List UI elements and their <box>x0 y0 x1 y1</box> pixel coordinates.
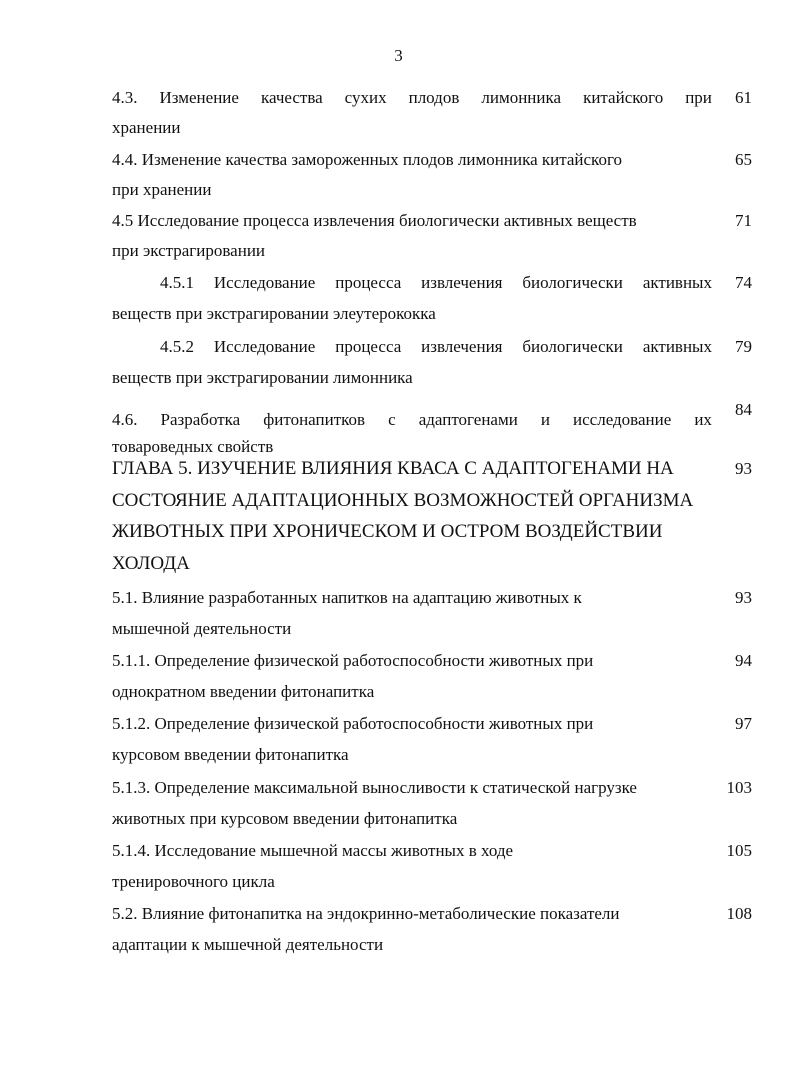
toc-entry-title-line: курсовом введении фитонапитка <box>112 745 349 764</box>
toc-entry-title-line: товароведных свойств <box>112 437 274 456</box>
toc-entry-title-line: тренировочного цикла <box>112 872 275 891</box>
toc-entry-page: 79 <box>735 337 752 356</box>
toc-entry-title-line: 5.2. Влияние фитонапитка на эндокринно-метаболические показатели <box>112 904 620 923</box>
toc-entry-title-line: ХОЛОДА <box>112 553 190 574</box>
toc-entry-page: 71 <box>735 211 752 230</box>
toc-entry-page: 103 <box>726 778 752 797</box>
toc-entry-page: 97 <box>735 714 752 733</box>
toc-entry-title-line: животных при курсовом введении фитонапитка <box>112 809 458 828</box>
toc-entry-page: 105 <box>726 841 752 860</box>
toc-entry-title-line: ЖИВОТНЫХ ПРИ ХРОНИЧЕСКОМ И ОСТРОМ ВОЗДЕЙСТВИИ <box>112 521 663 542</box>
toc-entry-page: 93 <box>735 588 752 607</box>
toc-entry-title-line: мышечной деятельности <box>112 619 292 638</box>
toc-entry-title-line: 5.1.3. Определение максимальной выносливости к статической нагрузке <box>112 778 637 797</box>
toc-entry-title-line: 4.4. Изменение качества замороженных плодов лимонника китайского <box>112 150 622 169</box>
toc-entry-page: 93 <box>735 459 752 478</box>
toc-entry-title-line: при экстрагировании <box>112 241 266 260</box>
toc-entry-page: 61 <box>735 88 752 107</box>
toc-entry-title-line: 5.1.4. Исследование мышечной массы животных в ходе <box>112 841 514 860</box>
toc-entry-title-line: 4.5.2 Исследование процесса извлечения биологически активных <box>160 337 712 356</box>
toc-entry-title-line: хранении <box>112 118 181 137</box>
toc-entry-title-line: 5.1. Влияние разработанных напитков на адаптацию животных к <box>112 588 582 607</box>
toc-entry-page: 94 <box>735 651 752 670</box>
toc-entry-title-line: ГЛАВА 5. ИЗУЧЕНИЕ ВЛИЯНИЯ КВАСА С АДАПТОГЕНАМИ НА <box>112 458 674 479</box>
toc-entry-title-line: адаптации к мышечной деятельности <box>112 935 384 954</box>
toc-entry-title-line: 4.3. Изменение качества сухих плодов лимонника китайского при <box>112 88 712 107</box>
toc-entry-page: 108 <box>726 904 752 923</box>
toc-entry-page: 84 <box>735 400 752 419</box>
toc-entry-title-line: СОСТОЯНИЕ АДАПТАЦИОННЫХ ВОЗМОЖНОСТЕЙ ОРГАНИЗМА <box>112 490 694 511</box>
toc-entry-page: 74 <box>735 273 752 292</box>
toc-entry-title-line: 4.6. Разработка фитонапитков с адаптогенами и исследование их <box>112 410 712 429</box>
toc-entry-title-line: однократном введении фитонапитка <box>112 682 375 701</box>
page-number: 3 <box>394 46 403 65</box>
toc-entry-title-line: 5.1.1. Определение физической работоспособности животных при <box>112 651 594 670</box>
toc-entry-title-line: веществ при экстрагировании элеутерококка <box>112 304 436 323</box>
toc-entry-page: 65 <box>735 150 752 169</box>
toc-entry-title-line: 5.1.2. Определение физической работоспособности животных при <box>112 714 594 733</box>
toc-entry-title-line: веществ при экстрагировании лимонника <box>112 368 413 387</box>
toc-entry-title-line: 4.5 Исследование процесса извлечения биологически активных веществ <box>112 211 637 230</box>
toc-entry-title-line: 4.5.1 Исследование процесса извлечения биологически активных <box>160 273 712 292</box>
toc-entry-title-line: при хранении <box>112 180 212 199</box>
